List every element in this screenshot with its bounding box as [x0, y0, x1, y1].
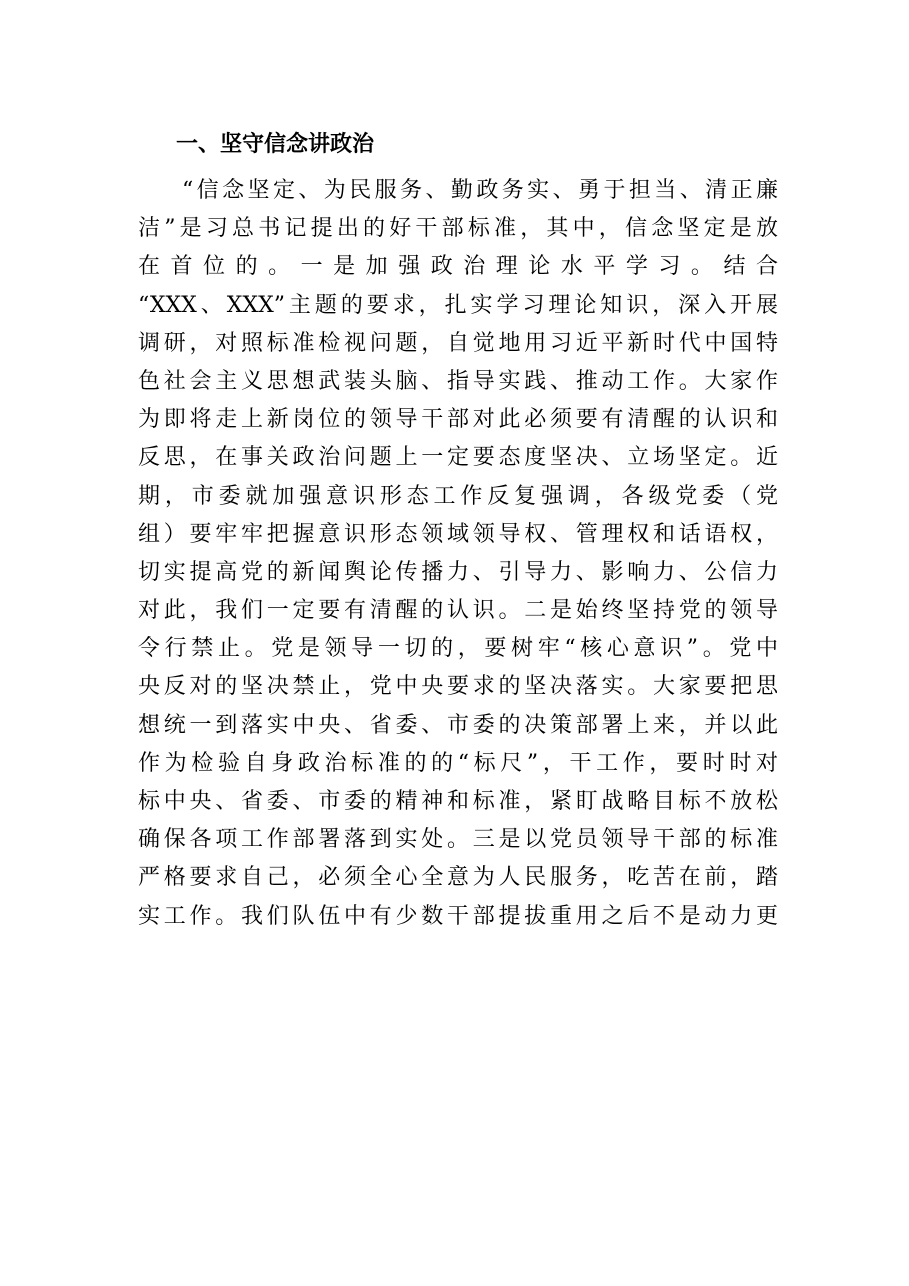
text-line: 洁”是习总书记提出的好干部标准，其中，信念坚定是放 [138, 216, 778, 242]
text-line: 组）要牢牢把握意识形态领域领导权、管理权和话语权， [138, 521, 778, 547]
text-line: “XXX、XXX”主题的要求，扎实学习理论知识，深入开展 [138, 292, 778, 318]
text-line: 实工作。我们队伍中有少数干部提拔重用之后不是动力更 [138, 903, 778, 929]
section-heading: 一、坚守信念讲政治 [176, 132, 375, 157]
text-line: 想统一到落实中央、省委、市委的决策部署上来，并以此 [138, 712, 778, 738]
text-line: 确保各项工作部署落到实处。三是以党员领导干部的标准 [138, 827, 778, 853]
text-line: 反思，在事关政治问题上一定要态度坚决、立场坚定。近 [138, 445, 778, 471]
text-line: 严格要求自己，必须全心全意为人民服务，吃苦在前，踏 [138, 865, 778, 891]
text-line: 色社会主义思想武装头脑、指导实践、推动工作。大家作 [138, 368, 778, 394]
text-line: 令行禁止。党是领导一切的，要树牢“核心意识”。党中 [138, 636, 778, 662]
body-text [138, 172, 778, 936]
text-line: 为即将走上新岗位的领导干部对此必须要有清醒的认识和 [138, 407, 778, 433]
text-line: 切实提高党的新闻舆论传播力、引导力、影响力、公信力 [138, 559, 778, 585]
text-line: 央反对的坚决禁止，党中央要求的坚决落实。大家要把思 [138, 674, 778, 700]
text-line: “信念坚定、为民服务、勤政务实、勇于担当、清正廉 [182, 178, 778, 203]
text-line: 调研，对照标准检视问题，自觉地用习近平新时代中国特 [138, 330, 778, 356]
text-line: 期，市委就加强意识形态工作反复强调，各级党委（党 [138, 483, 778, 509]
text-line: 对此，我们一定要有清醒的认识。二是始终坚持党的领导 [138, 598, 778, 624]
text-line: 标中央、省委、市委的精神和标准，紧盯战略目标不放松 [138, 789, 778, 814]
text-line: 在首位的。一是加强政治理论水平学习。结合 [138, 254, 778, 280]
text-line: 作为检验自身政治标准的的“标尺”，干工作，要时时对 [138, 750, 778, 776]
